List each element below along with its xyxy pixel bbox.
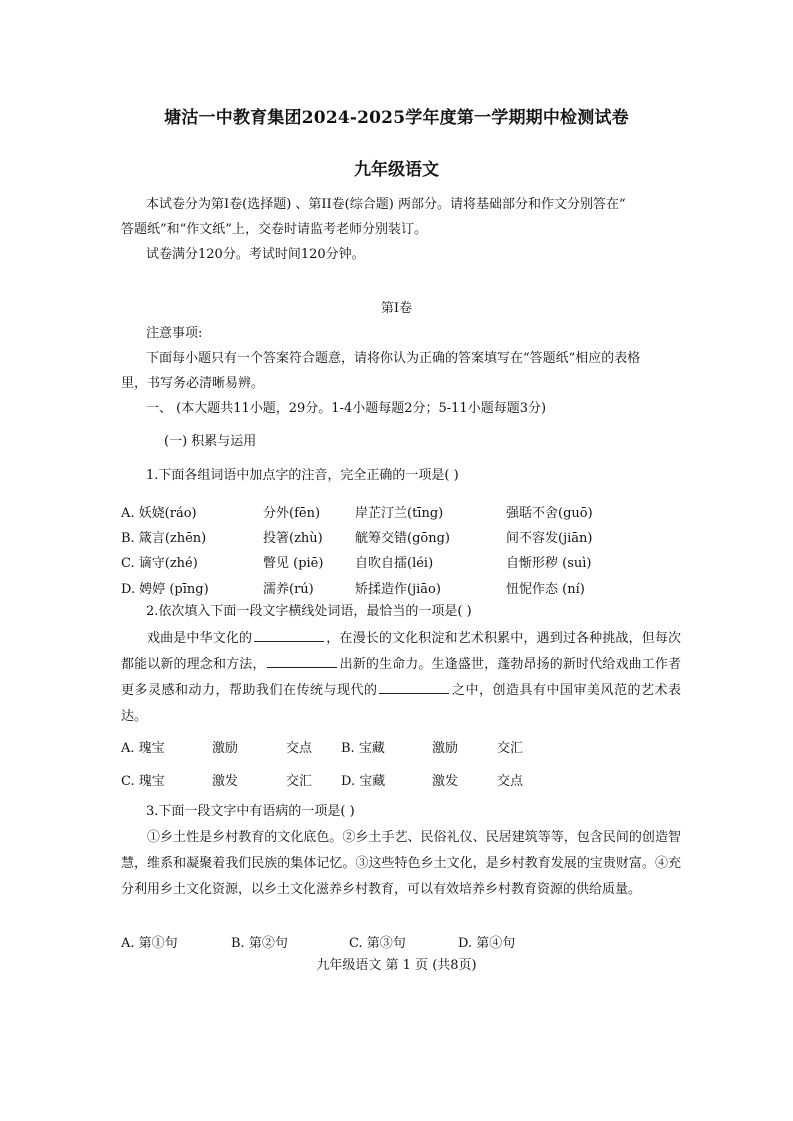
- fill-blank-2: [267, 655, 337, 668]
- intro-line-1: 本试卷分为第Ⅰ卷(选择题) 、第II卷(综合题) 两部分。请将基础部分和作文分别答在“: [146, 197, 626, 212]
- q2-option-b: B. 宝藏: [341, 741, 385, 756]
- q3-stem: 3.下面一段文字中有语病的一项是( ): [146, 804, 355, 819]
- q1-option-b: B. 箴言(zhēn): [121, 531, 207, 546]
- q2-option-d: D. 宝藏: [341, 774, 386, 789]
- q2-option-d-word3: 交点: [497, 774, 524, 789]
- q1-option-c-word4: 自惭形秽 (suì): [506, 556, 592, 571]
- q1-option-b-word4: 间不容发(jiān): [506, 531, 593, 546]
- section-heading: 一、 (本大题共11小题，29分。1-4小题每题2分；5-11小题每题3分): [146, 401, 547, 416]
- sub-heading: (一) 积累与运用: [164, 434, 257, 449]
- q2-stem: 2.依次填入下面一段文字横线处词语，最恰当的一项是( ): [146, 604, 472, 619]
- fill-blank-3: [379, 681, 449, 694]
- page-footer: 九年级语文 第 1 页 (共8页): [316, 958, 477, 973]
- exam-title: 塘沽一中教育集团2024-2025学年度第一学期期中检测试卷: [164, 108, 629, 128]
- q1-option-b-word2: 投箸(zhù): [263, 531, 323, 546]
- notice-line-1: 下面每小题只有一个答案符合题意，请将你认为正确的答案填写在“答题纸”相应的表格: [146, 351, 641, 366]
- q2-option-b-word2: 激励: [432, 741, 459, 756]
- q3-option-d: D. 第④句: [458, 936, 516, 951]
- q1-option-d-word4: 忸怩作态 (ní): [506, 582, 585, 597]
- q2-option-a-word2: 激励: [212, 741, 239, 756]
- part-heading: 第Ⅰ卷: [380, 301, 413, 316]
- q1-option-a-word4: 强聒不舍(guō): [506, 506, 593, 521]
- q2-option-c-word2: 激发: [212, 774, 239, 789]
- q3-passage: ①乡土性是乡村教育的文化底色。②乡土手艺、民俗礼仪、民居建筑等等，包含民间的创造智慧，维系和凝聚着我们民族的集体记忆。③这些特色乡土文化，是乡村教育发展的宝贵财富。④充分利用乡土文化资源，以乡土文化滋养乡村教育，可以有效培养乡村教育资源的供给质量。: [121, 830, 681, 897]
- q2-option-b-word3: 交汇: [497, 741, 524, 756]
- q3-option-b: B. 第②句: [231, 936, 288, 951]
- q1-option-c-word2: 瞥见 (piē): [263, 556, 324, 571]
- q2-passage: 戏曲是中华文化的 ，在漫长的文化积淀和艺术积累中，遇到过各种挑战，但每次都能以新的理念和方法， 出新的生命力。生逢盛世，蓬勃昂扬的新时代给戏曲工作者更多灵感和动力，帮助我们在传统与现代的 之中，创造具有中国审美风范的艺术表达。: [121, 631, 681, 724]
- intro-line-2: 答题纸”和“作文纸”上，交卷时请监考老师分别装订。: [121, 222, 427, 237]
- notice-line-2: 里，书写务必清晰易辨。: [121, 376, 265, 391]
- q3-option-c: C. 第③句: [349, 936, 406, 951]
- exam-subtitle: 九年级语文: [354, 160, 439, 180]
- q2-option-c: C. 瑰宝: [121, 774, 165, 789]
- q1-option-d-word2: 濡养(rú): [263, 582, 314, 597]
- q2-option-a: A. 瑰宝: [121, 741, 165, 756]
- q1-option-d-word3: 矫揉造作(jiāo): [355, 582, 441, 597]
- q1-option-d: D. 娉婷 (pīng): [121, 582, 209, 597]
- intro-line-3: 试卷满分120分。考试时间120分钟。: [146, 247, 365, 262]
- q1-option-c-word3: 自吹自擂(léi): [355, 556, 434, 571]
- q2-option-c-word3: 交汇: [286, 774, 313, 789]
- notice-label: 注意事项:: [146, 326, 203, 341]
- fill-blank-1: [254, 629, 324, 642]
- q2-option-a-word3: 交点: [286, 741, 313, 756]
- q1-option-a-word2: 分外(fēn): [263, 506, 321, 521]
- q1-option-b-word3: 觥筹交错(gōng): [355, 531, 450, 546]
- q1-option-c: C. 谪守(zhé): [121, 556, 198, 571]
- q1-option-a-word3: 岸芷汀兰(tīng): [355, 506, 444, 521]
- q2-option-d-word2: 激发: [432, 774, 459, 789]
- q1-option-a: A. 妖娆(ráo): [121, 506, 197, 521]
- q3-option-a: A. 第①句: [121, 936, 178, 951]
- q1-stem: 1.下面各组词语中加点字的注音，完全正确的一项是( ): [146, 468, 459, 483]
